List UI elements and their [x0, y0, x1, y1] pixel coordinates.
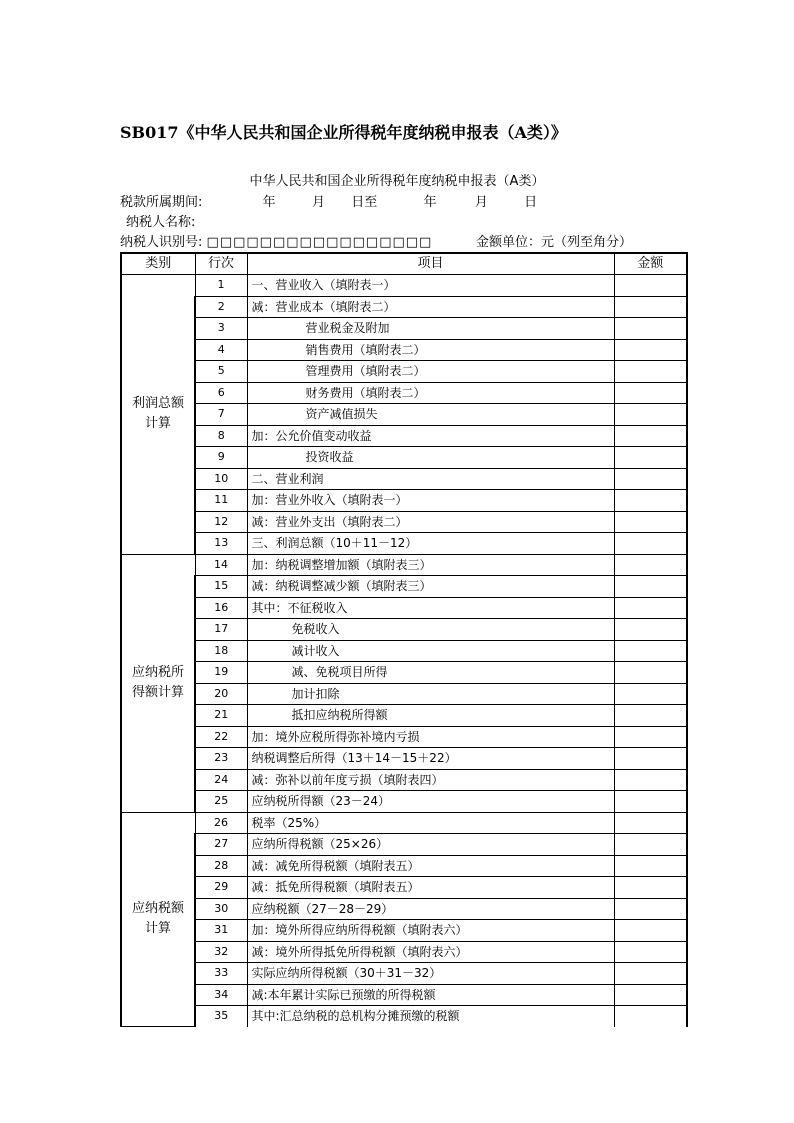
amount-cell[interactable] — [614, 683, 687, 705]
amount-cell[interactable] — [614, 963, 687, 985]
amount-cell[interactable] — [614, 877, 687, 899]
amount-unit-note: 金额单位：元（列至角分） — [476, 235, 633, 250]
item-cell: 减：营业外支出（填附表二） — [247, 511, 614, 533]
item-cell: 财务费用（填附表二） — [247, 382, 614, 404]
line-number-cell: 7 — [195, 404, 247, 426]
document-title: SB017《中华人民共和国企业所得税年度纳税申报表（A类）》 — [120, 123, 567, 142]
amount-cell[interactable] — [614, 619, 687, 641]
line-number-cell: 11 — [195, 490, 247, 512]
item-cell: 应纳税所得额（23－24） — [247, 791, 614, 813]
line-number-cell: 26 — [195, 812, 247, 834]
tax-period-line — [120, 191, 537, 210]
line-number-cell: 22 — [195, 726, 247, 748]
item-cell: 实际应纳所得税额（30＋31－32） — [247, 963, 614, 985]
amount-cell[interactable] — [614, 726, 687, 748]
amount-cell[interactable] — [614, 425, 687, 447]
line-number-cell: 27 — [195, 834, 247, 856]
line-number-cell: 1 — [195, 275, 247, 297]
item-cell: 减、免税项目所得 — [247, 662, 614, 684]
amount-cell[interactable] — [614, 490, 687, 512]
period-month-start: 月 — [311, 195, 325, 210]
amount-cell[interactable] — [614, 404, 687, 426]
table-row — [121, 597, 687, 619]
item-cell: 投资收益 — [247, 447, 614, 469]
item-cell: 减：境外所得抵免所得税额（填附表六） — [247, 941, 614, 963]
table-row — [121, 339, 687, 361]
item-cell: 减：弥补以前年度亏损（填附表四） — [247, 769, 614, 791]
item-cell: 税率（25%） — [247, 812, 614, 834]
line-number-cell: 23 — [195, 748, 247, 770]
amount-cell[interactable] — [614, 576, 687, 598]
table-row — [121, 576, 687, 598]
amount-cell[interactable] — [614, 769, 687, 791]
item-cell: 其中：不征税收入 — [247, 597, 614, 619]
line-number-cell: 9 — [195, 447, 247, 469]
amount-cell[interactable] — [614, 855, 687, 877]
item-cell: 加计扣除 — [247, 683, 614, 705]
header-category: 类别 — [121, 253, 195, 275]
line-number-cell: 4 — [195, 339, 247, 361]
table-row — [121, 511, 687, 533]
amount-cell[interactable] — [614, 941, 687, 963]
item-cell: 减：纳税调整减少额（填附表三） — [247, 576, 614, 598]
line-number-cell: 34 — [195, 984, 247, 1006]
amount-cell[interactable] — [614, 597, 687, 619]
line-number-cell: 19 — [195, 662, 247, 684]
item-cell: 资产减值损失 — [247, 404, 614, 426]
line-number-cell: 6 — [195, 382, 247, 404]
line-number-cell: 5 — [195, 361, 247, 383]
amount-cell[interactable] — [614, 984, 687, 1006]
table-row — [121, 447, 687, 469]
table-row — [121, 791, 687, 813]
amount-cell[interactable] — [614, 533, 687, 555]
amount-cell[interactable] — [614, 640, 687, 662]
period-day-to: 日至 — [351, 195, 378, 210]
line-number-cell: 29 — [195, 877, 247, 899]
table-row — [121, 640, 687, 662]
line-number-cell: 8 — [195, 425, 247, 447]
amount-cell[interactable] — [614, 748, 687, 770]
category-cell: 应纳税所得额计算 — [121, 554, 195, 812]
amount-cell[interactable] — [614, 554, 687, 576]
amount-cell[interactable] — [614, 834, 687, 856]
item-cell: 其中:汇总纳税的总机构分摊预缴的税额 — [247, 1006, 614, 1027]
line-number-cell: 18 — [195, 640, 247, 662]
table-row — [121, 662, 687, 684]
tax-period-label: 税款所属期间: — [120, 195, 203, 210]
table-row — [121, 898, 687, 920]
amount-cell[interactable] — [614, 1006, 687, 1027]
item-cell: 一、营业收入（填附表一） — [247, 275, 614, 297]
amount-cell[interactable] — [614, 791, 687, 813]
item-cell: 管理费用（填附表二） — [247, 361, 614, 383]
item-cell: 加：营业外收入（填附表一） — [247, 490, 614, 512]
table-row — [121, 533, 687, 555]
line-number-cell: 25 — [195, 791, 247, 813]
header-item: 项目 — [247, 253, 614, 275]
table-row — [121, 404, 687, 426]
item-cell: 销售费用（填附表二） — [247, 339, 614, 361]
table-row — [121, 490, 687, 512]
amount-cell[interactable] — [614, 382, 687, 404]
table-row — [121, 877, 687, 899]
table-row — [121, 1006, 687, 1027]
amount-cell[interactable] — [614, 296, 687, 318]
category-cell: 应纳税额计算 — [121, 812, 195, 1027]
line-number-cell: 10 — [195, 468, 247, 490]
table-row — [121, 769, 687, 791]
period-year-start: 年 — [262, 195, 276, 210]
line-number-cell: 24 — [195, 769, 247, 791]
amount-cell[interactable] — [614, 447, 687, 469]
item-cell: 加：纳税调整增加额（填附表三） — [247, 554, 614, 576]
line-number-cell: 15 — [195, 576, 247, 598]
table-row — [121, 941, 687, 963]
item-cell: 减：营业成本（填附表二） — [247, 296, 614, 318]
item-cell: 免税收入 — [247, 619, 614, 641]
table-row — [121, 984, 687, 1006]
line-number-cell: 28 — [195, 855, 247, 877]
item-cell: 减：减免所得税额（填附表五） — [247, 855, 614, 877]
line-number-cell: 33 — [195, 963, 247, 985]
table-row — [121, 920, 687, 942]
line-number-cell: 13 — [195, 533, 247, 555]
amount-cell[interactable] — [614, 275, 687, 297]
table-row — [121, 963, 687, 985]
table-row — [121, 855, 687, 877]
line-number-cell: 31 — [195, 920, 247, 942]
table-row — [121, 382, 687, 404]
line-number-cell: 21 — [195, 705, 247, 727]
item-cell: 应纳所得税额（25×26） — [247, 834, 614, 856]
table-row — [121, 554, 687, 576]
taxpayer-id-line — [120, 231, 432, 250]
line-number-cell: 16 — [195, 597, 247, 619]
amount-cell[interactable] — [614, 318, 687, 340]
period-day-end: 日 — [524, 195, 538, 210]
header-amount: 金额 — [614, 253, 687, 275]
table-row — [121, 361, 687, 383]
table-row — [121, 619, 687, 641]
table-row — [121, 705, 687, 727]
table-row — [121, 683, 687, 705]
table-row — [121, 834, 687, 856]
table-row — [121, 296, 687, 318]
line-number-cell: 2 — [195, 296, 247, 318]
table-row — [121, 275, 687, 297]
table-header-row — [121, 253, 687, 275]
form-title: 中华人民共和国企业所得税年度纳税申报表（A类） — [249, 174, 545, 189]
item-cell: 纳税调整后所得（13＋14－15＋22） — [247, 748, 614, 770]
amount-cell[interactable] — [614, 705, 687, 727]
line-number-cell: 12 — [195, 511, 247, 533]
line-number-cell: 32 — [195, 941, 247, 963]
item-cell: 加：境外应税所得弥补境内亏损 — [247, 726, 614, 748]
period-month-end: 月 — [474, 195, 488, 210]
item-cell: 应纳税额（27－28－29） — [247, 898, 614, 920]
amount-cell[interactable] — [614, 662, 687, 684]
tax-return-table — [120, 252, 688, 1027]
amount-cell[interactable] — [614, 898, 687, 920]
table-row — [121, 468, 687, 490]
amount-cell[interactable] — [614, 339, 687, 361]
line-number-cell: 30 — [195, 898, 247, 920]
table-row — [121, 318, 687, 340]
taxpayer-id-boxes: □□□□□□□□□□□□□□□□□ — [206, 235, 433, 250]
item-cell: 三、利润总额（10＋11－12） — [247, 533, 614, 555]
line-number-cell: 14 — [195, 554, 247, 576]
amount-cell[interactable] — [614, 361, 687, 383]
period-year-end: 年 — [423, 195, 437, 210]
item-cell: 减:本年累计实际已预缴的所得税额 — [247, 984, 614, 1006]
line-number-cell: 20 — [195, 683, 247, 705]
taxpayer-name-label: 纳税人名称: — [126, 215, 196, 230]
table-row — [121, 726, 687, 748]
item-cell: 抵扣应纳税所得额 — [247, 705, 614, 727]
line-number-cell: 3 — [195, 318, 247, 340]
item-cell: 加：公允价值变动收益 — [247, 425, 614, 447]
amount-cell[interactable] — [614, 468, 687, 490]
category-cell: 利润总额计算 — [121, 275, 195, 555]
amount-cell[interactable] — [614, 511, 687, 533]
taxpayer-id-label: 纳税人识别号: — [120, 235, 203, 250]
item-cell: 减：抵免所得税额（填附表五） — [247, 877, 614, 899]
line-number-cell: 35 — [195, 1006, 247, 1027]
item-cell: 减计收入 — [247, 640, 614, 662]
table-row — [121, 425, 687, 447]
amount-cell[interactable] — [614, 812, 687, 834]
item-cell: 加：境外所得应纳所得税额（填附表六） — [247, 920, 614, 942]
amount-cell[interactable] — [614, 920, 687, 942]
item-cell: 二、营业利润 — [247, 468, 614, 490]
table-row — [121, 748, 687, 770]
line-number-cell: 17 — [195, 619, 247, 641]
item-cell: 营业税金及附加 — [247, 318, 614, 340]
table-row — [121, 812, 687, 834]
header-line-no: 行次 — [195, 253, 247, 275]
